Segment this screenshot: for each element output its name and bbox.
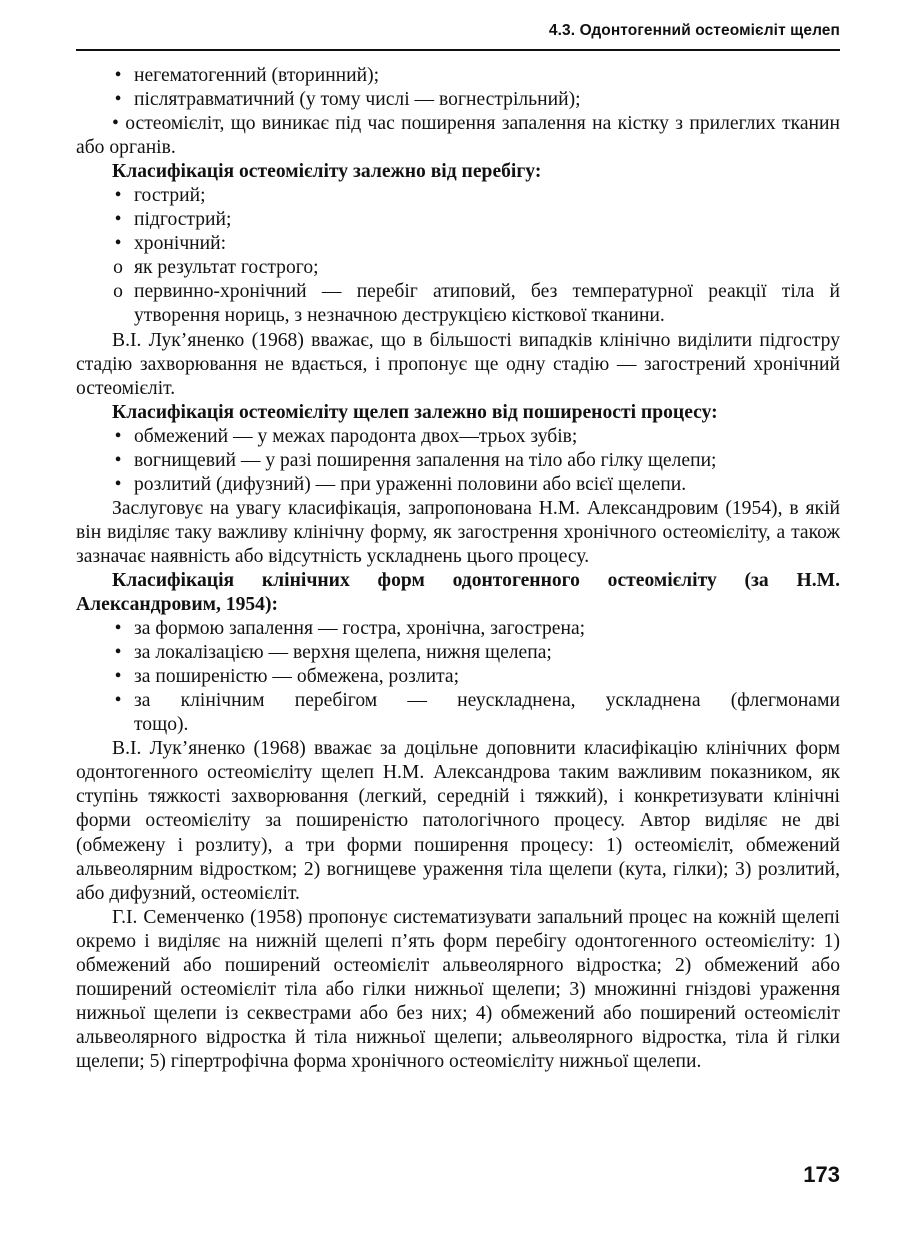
header-rule	[76, 49, 840, 51]
list-item-text: розлитий (дифузний) — при ураженні половини або всієї щелепи.	[134, 473, 687, 495]
page-body	[76, 64, 840, 1074]
list-item	[76, 64, 840, 88]
list-item	[76, 208, 840, 232]
list-item	[76, 665, 840, 689]
page-number: 173	[803, 1162, 840, 1187]
list-item	[76, 232, 840, 256]
list-item-text: гострий;	[134, 185, 206, 207]
list-item-text: хронічний:	[134, 233, 227, 255]
list-item-text: за локалізацією — верхня щелепа, нижня щелепа;	[134, 642, 552, 664]
list-item	[76, 425, 840, 449]
list-item-paragraph	[76, 112, 840, 160]
running-title: 4.3. Одонтогенний остеомієліт щелеп	[548, 22, 840, 39]
bullet-marker: •	[114, 65, 122, 86]
list-item-text: за клінічним перебігом — неускладнена, ускладнена (флегмонами тощо).	[134, 690, 840, 736]
list-item	[76, 88, 840, 112]
bullet-marker: •	[114, 666, 122, 688]
book-page	[76, 18, 840, 1228]
sub-list-item	[76, 256, 840, 280]
bullet-marker: •	[112, 113, 119, 135]
bullet-marker: •	[114, 209, 122, 231]
sub-list-item	[76, 280, 840, 328]
bullet-marker: •	[114, 473, 122, 495]
circle-marker: o	[113, 257, 123, 279]
paragraph-alexandrov: Заслуговує на увагу класифікація, запропонована Н.М. Александровим (1954), в якій він виділяє таку важливу клінічну форму, як загострення хронічного остеомієліту, а також зазначає наявність або відсутність ускладнень цього процесу.	[76, 497, 840, 567]
list-item-text: підгострий;	[134, 209, 232, 231]
list-item	[76, 617, 840, 641]
paragraph-semenchenko: Г.І. Семенченко (1958) пропонує систематизувати запальний процес на кожній щелепі окремо і виділяє на нижній щелепі п’ять форм перебігу одонтогенного остеомієліту: 1) обмежений або поширений остеомієліт альвеолярного відростка; 2) обмежений або поширений остеомієліт тіла або гілки нижньої щелепи; 3) множинні гніздові ураження нижньої щелепи із секвестрами або без них; 4) обмежений або поширений остеомієліт альвеолярного відростка й тіла нижньої щелепи; альвеолярного відростка, тіла й гілки щелепи; 5) гіпертрофічна форма хронічного остеомієліту нижньої щелепи.	[76, 906, 840, 1072]
list-item-text: за поширеністю — обмежена, розлита;	[134, 666, 460, 688]
list-item-text: за формою запалення — гостра, хронічна, загострена;	[134, 618, 586, 640]
bullet-marker: •	[114, 89, 122, 111]
list-item-text: первинно-хронічний — перебіг атиповий, без температурної реакції тіла й утворення нориць, з незначною деструкцією кісткової тканини.	[134, 281, 840, 327]
bullet-marker: •	[114, 185, 122, 207]
list-item	[76, 641, 840, 665]
bullet-marker: •	[114, 690, 122, 712]
list-item-text: обмежений — у межах пародонта двох—трьох зубів;	[134, 425, 578, 447]
bullet-marker: •	[114, 449, 122, 471]
bullet-marker: •	[114, 642, 122, 664]
list-item	[76, 473, 840, 497]
section-heading-clinical: Класифікація клінічних форм одонтогенного остеомієліту (за Н.М. Александровим, 1954):	[76, 569, 840, 616]
bullet-marker: •	[114, 425, 122, 447]
bullet-marker: •	[114, 233, 122, 255]
list-item-text: остеомієліт, що виникає під час поширення запалення на кістку з прилеглих тканин або органів.	[76, 113, 840, 159]
list-item	[76, 689, 840, 737]
list-item-text: негематогенний (вторинний);	[134, 65, 380, 86]
paragraph-lukyanenko-2: В.І. Лук’яненко (1968) вважає за доцільне доповнити класифікацію клінічних форм одонтогенного остеомієліту щелеп Н.М. Александрова таким важливим показником, як ступінь тяжкості захворювання (легкий, середній і тяжкий), і конкретизувати клінічні форми остеомієліту за поширеністю патологічного процесу. Автор виділяє не дві (обмежену і розлиту), а три форми поширення процесу: 1) остеомієліт, обмежений альвеолярним відростком; 2) вогнищеве ураження тіла щелепи (кута, гілки); 3) розлитий, або дифузний, остеомієліт.	[76, 738, 840, 904]
list-item-text: вогнищевий — у разі поширення запалення на тіло або гілку щелепи;	[134, 449, 717, 471]
paragraph-lukyanenko-1: В.І. Лук’яненко (1968) вважає, що в більшості випадків клінічно виділити підгостру стадію захворювання не вдається, і пропонує ще одну стадію — загострений хронічний остеомієліт.	[76, 329, 840, 399]
list-item-text: як результат гострого;	[134, 257, 319, 279]
list-item-text: післятравматичний (у тому числі — вогнестрільний);	[134, 89, 581, 111]
list-item	[76, 184, 840, 208]
section-heading-course: Класифікація остеомієліту залежно від перебігу:	[112, 161, 542, 183]
bullet-marker: •	[114, 618, 122, 640]
section-heading-extent: Класифікація остеомієліту щелеп залежно від поширеності процесу:	[112, 401, 718, 423]
circle-marker: o	[113, 281, 123, 303]
list-item	[76, 449, 840, 473]
